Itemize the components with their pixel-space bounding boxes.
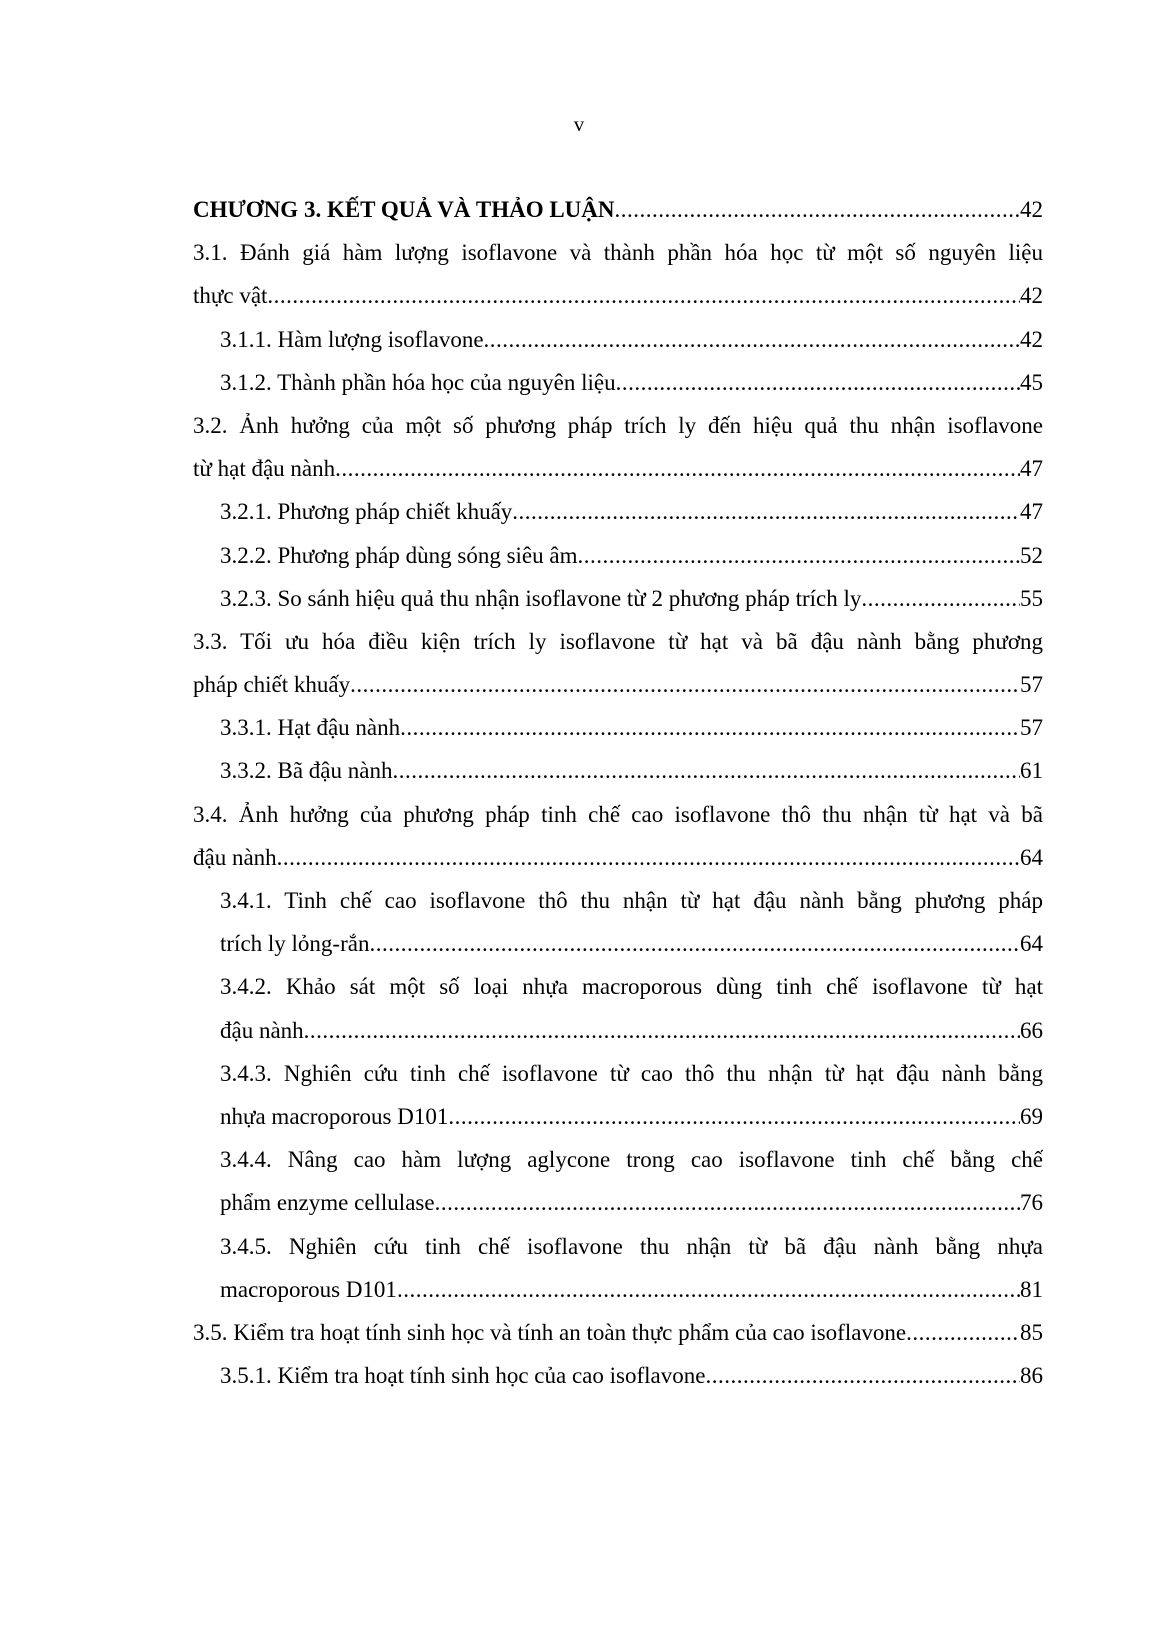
toc-entry-page-number: 64: [1020, 931, 1043, 957]
dot-leader: [369, 922, 1020, 965]
dot-leader: [392, 749, 1020, 792]
dot-leader: [350, 663, 1020, 706]
toc-entry[interactable]: [193, 577, 1043, 620]
toc-entry[interactable]: [193, 1225, 1043, 1311]
toc-entry-title: 3.2.2. Phương pháp dùng sóng siêu âm: [220, 542, 578, 568]
toc-entry-last-line: [220, 490, 1043, 533]
toc-entry-last-line: [193, 274, 1043, 317]
toc-entry-last-line: [220, 1354, 1043, 1397]
toc-entry-page-number: 55: [1020, 585, 1043, 611]
dot-leader: [435, 1181, 1020, 1224]
toc-entry-page-number: 57: [1020, 715, 1043, 741]
toc-entry-page-number: 86: [1020, 1363, 1043, 1389]
toc-entry-last-line: [220, 922, 1043, 965]
toc-entry-title: đậu nành: [220, 1017, 304, 1043]
toc-entry-text-line: 3.4.3. Nghiên cứu tinh chế isoflavone từ cao thô thu nhận từ hạt đậu nành bằng: [220, 1060, 1043, 1086]
toc-entry-title: CHƯƠNG 3. KẾT QUẢ VÀ THẢO LUẬN: [193, 197, 615, 222]
toc-entry-text-line: 3.4.2. Khảo sát một số loại nhựa macroporous dùng tinh chế isoflavone từ hạt: [220, 974, 1043, 1000]
dot-leader: [397, 1268, 1020, 1311]
toc-entry[interactable]: [193, 318, 1043, 361]
toc-entry-text-line: 3.2. Ảnh hưởng của một số phương pháp trích ly đến hiệu quả thu nhận isoflavone: [193, 412, 1043, 438]
toc-entry-page-number: 81: [1020, 1276, 1043, 1302]
dot-leader: [861, 577, 1020, 620]
toc-entry-title: từ hạt đậu nành: [193, 456, 336, 482]
toc-entry-page-number: 85: [1020, 1319, 1043, 1345]
toc-entry-last-line: [193, 188, 1043, 231]
page-number: v: [573, 112, 585, 136]
toc-entry-title: 3.1.1. Hàm lượng isoflavone: [220, 326, 484, 352]
toc-entry-text-line: 3.4.4. Nâng cao hàm lượng aglycone trong cao isoflavone tinh chế bằng chế: [220, 1147, 1043, 1173]
toc-entry-title: phẩm enzyme cellulase: [220, 1190, 435, 1216]
toc-entry[interactable]: [193, 404, 1043, 490]
dot-leader: [616, 361, 1020, 404]
toc-entry-last-line: [220, 577, 1043, 620]
toc-entry-title: 3.3.1. Hạt đậu nành: [220, 715, 401, 741]
toc-entry-page-number: 61: [1020, 758, 1043, 784]
dot-leader: [615, 188, 1020, 231]
toc-entry-last-line: [220, 1095, 1043, 1138]
toc-entry-page-number: 42: [1020, 283, 1043, 309]
toc-entry-last-line: [220, 1009, 1043, 1052]
toc-entry-text-line: 3.4. Ảnh hưởng của phương pháp tinh chế cao isoflavone thô thu nhận từ hạt và bã: [193, 801, 1043, 827]
toc-entry-title: 3.3.2. Bã đậu nành: [220, 758, 393, 784]
dot-leader: [400, 706, 1020, 749]
toc-entry[interactable]: [193, 1354, 1043, 1397]
toc-entry-text-line: 3.1. Đánh giá hàm lượng isoflavone và thành phần hóa học từ một số nguyên liệu: [193, 240, 1043, 266]
toc-entry-page-number: 47: [1020, 456, 1043, 482]
dot-leader: [304, 1009, 1020, 1052]
toc-entry-last-line: [193, 1311, 1043, 1354]
toc-entry-page-number: 76: [1020, 1190, 1043, 1216]
toc-entry[interactable]: [193, 793, 1043, 879]
dot-leader: [277, 836, 1020, 879]
toc-entry[interactable]: [193, 1311, 1043, 1354]
toc-entry-page-number: 64: [1020, 844, 1043, 870]
toc-entry-title: macroporous D101: [220, 1276, 397, 1302]
toc-entry-title: 3.1.2. Thành phần hóa học của nguyên liệu: [220, 369, 616, 395]
toc-entry[interactable]: [193, 1138, 1043, 1224]
table-of-contents: [193, 188, 1043, 1397]
toc-entry[interactable]: [193, 361, 1043, 404]
toc-entry-page-number: 57: [1020, 672, 1043, 698]
toc-entry[interactable]: [193, 231, 1043, 317]
toc-entry-last-line: [193, 447, 1043, 490]
toc-entry-title: 3.5. Kiểm tra hoạt tính sinh học và tính an toàn thực phẩm của cao isoflavone: [193, 1319, 907, 1345]
toc-entry-page-number: 47: [1020, 499, 1043, 525]
toc-entry-last-line: [220, 1181, 1043, 1224]
dot-leader: [512, 490, 1020, 533]
toc-entry-page-number: 66: [1020, 1017, 1043, 1043]
toc-entry-page-number: 42: [1020, 326, 1043, 352]
toc-entry-text-line: 3.3. Tối ưu hóa điều kiện trích ly isoflavone từ hạt và bã đậu nành bằng phương: [193, 628, 1043, 654]
dot-leader: [705, 1354, 1020, 1397]
toc-entry-title: 3.2.3. So sánh hiệu quả thu nhận isoflavone từ 2 phương pháp trích ly: [220, 585, 862, 611]
toc-entry-last-line: [193, 663, 1043, 706]
toc-entry[interactable]: [193, 534, 1043, 577]
toc-entry-title: nhựa macroporous D101: [220, 1103, 449, 1129]
dot-leader: [335, 447, 1020, 490]
toc-entry-last-line: [220, 318, 1043, 361]
dot-leader: [906, 1311, 1020, 1354]
toc-entry-title: pháp chiết khuấy: [193, 672, 351, 698]
toc-entry[interactable]: [193, 706, 1043, 749]
toc-entry[interactable]: [193, 965, 1043, 1051]
toc-entry[interactable]: [193, 620, 1043, 706]
toc-entry-last-line: [220, 749, 1043, 792]
toc-entry-page-number: 45: [1020, 369, 1043, 395]
toc-entry-title: 3.5.1. Kiểm tra hoạt tính sinh học của cao isoflavone: [220, 1363, 706, 1389]
dot-leader: [484, 318, 1020, 361]
toc-entry[interactable]: [193, 188, 1043, 231]
toc-entry-last-line: [193, 836, 1043, 879]
toc-entry-last-line: [220, 534, 1043, 577]
toc-entry-text-line: 3.4.1. Tinh chế cao isoflavone thô thu nhận từ hạt đậu nành bằng phương pháp: [220, 888, 1043, 913]
dot-leader: [448, 1095, 1020, 1138]
toc-entry-page-number: 69: [1020, 1103, 1043, 1129]
toc-entry-last-line: [220, 706, 1043, 749]
toc-entry-last-line: [220, 361, 1043, 404]
toc-entry-text-line: 3.4.5. Nghiên cứu tinh chế isoflavone thu nhận từ bã đậu nành bằng nhựa: [220, 1233, 1043, 1259]
toc-entry-title: thực vật: [193, 283, 268, 309]
toc-entry-title: 3.2.1. Phương pháp chiết khuấy: [220, 499, 513, 525]
toc-entry-page-number: 42: [1020, 197, 1043, 222]
toc-entry[interactable]: [193, 1052, 1043, 1138]
toc-entry-last-line: [220, 1268, 1043, 1311]
toc-entry-title: trích ly lỏng-rắn: [220, 931, 370, 957]
toc-entry[interactable]: [193, 879, 1043, 965]
toc-entry[interactable]: [193, 749, 1043, 792]
dot-leader: [267, 274, 1020, 317]
toc-entry-page-number: 52: [1020, 542, 1043, 568]
dot-leader: [577, 534, 1020, 577]
toc-entry-title: đậu nành: [193, 844, 277, 870]
toc-entry[interactable]: [193, 490, 1043, 533]
